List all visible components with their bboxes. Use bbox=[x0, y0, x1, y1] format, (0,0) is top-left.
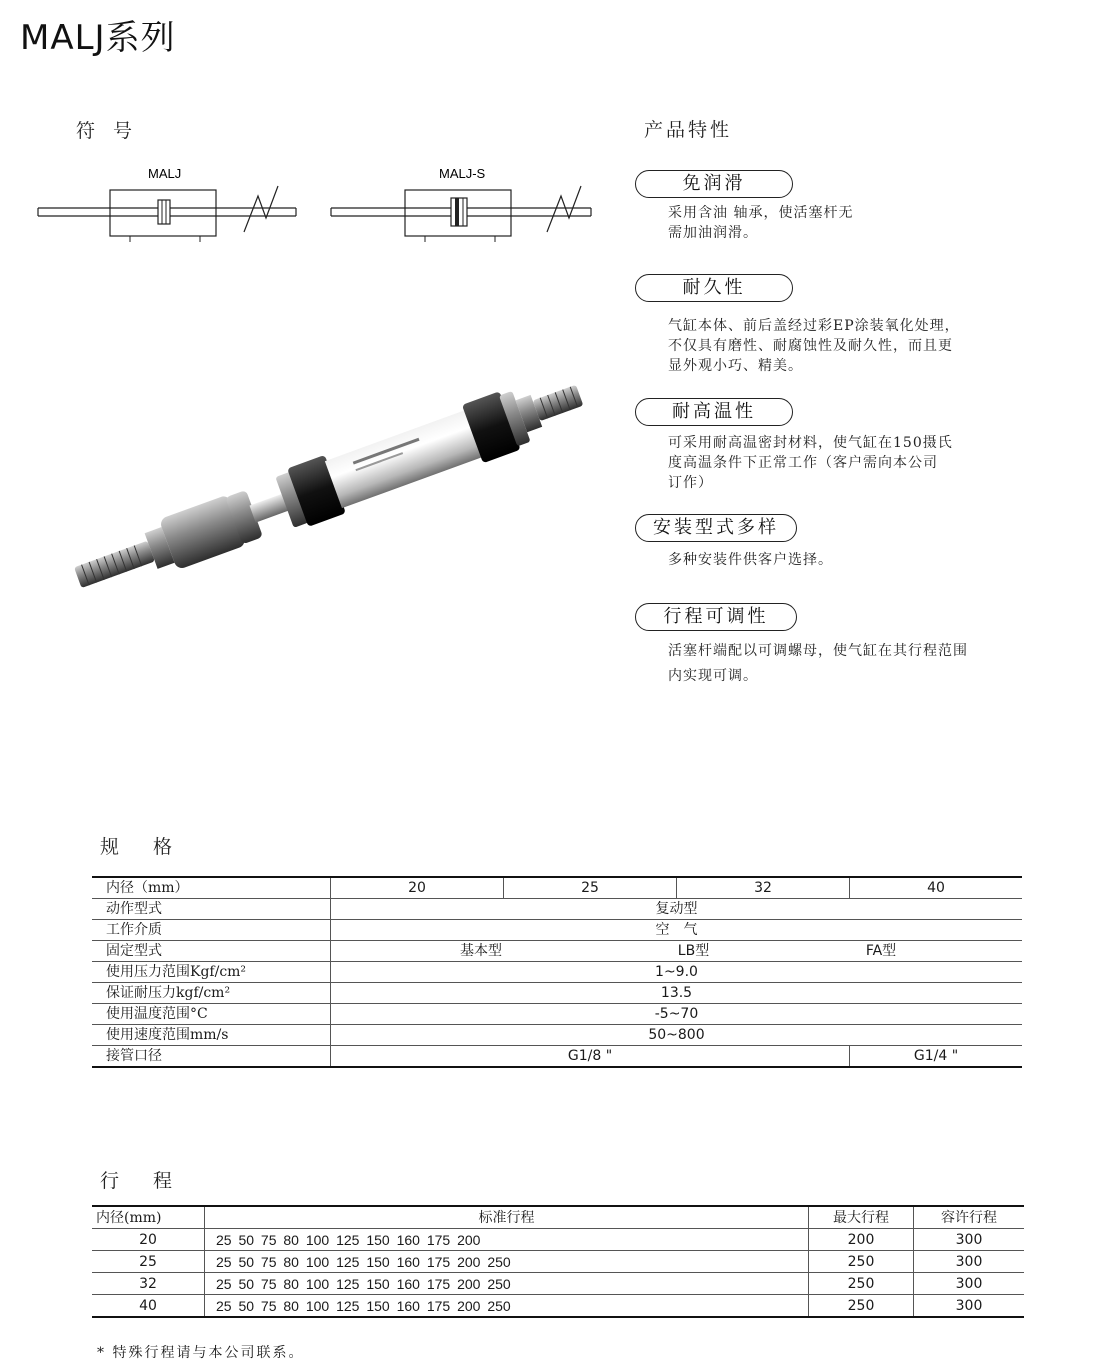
stroke-max: 200 bbox=[809, 1229, 914, 1251]
table-row bbox=[92, 1251, 1024, 1273]
stroke-allow: 300 bbox=[914, 1229, 1025, 1251]
spec-cell: 1~9.0 bbox=[331, 962, 1023, 983]
spec-row-mount bbox=[92, 941, 1022, 962]
feature-desc-lubrication-free: 采用含油 轴承，使活塞杆无 需加油润滑。 bbox=[668, 205, 854, 241]
stroke-allow: 300 bbox=[914, 1295, 1025, 1318]
spec-row-action bbox=[92, 899, 1022, 920]
stroke-allow: 300 bbox=[914, 1251, 1025, 1273]
stroke-section-label: 行 程 bbox=[100, 1170, 187, 1192]
stroke-max: 250 bbox=[809, 1251, 914, 1273]
feature-title-lubrication-free: 免润滑 bbox=[635, 170, 793, 198]
page-title: MALJ系列 bbox=[20, 18, 176, 58]
spec-row-port bbox=[92, 1046, 1022, 1068]
stroke-header-bore: 内径(mm) bbox=[92, 1206, 205, 1229]
spec-table bbox=[92, 876, 1022, 1068]
stroke-standard: 25 50 75 80 100 125 150 160 175 200 250 bbox=[205, 1273, 809, 1295]
mount-basic: 基本型 bbox=[460, 943, 502, 959]
feature-title-durability: 耐久性 bbox=[635, 274, 793, 302]
spec-label: 固定型式 bbox=[92, 941, 331, 962]
spec-label: 动作型式 bbox=[92, 899, 331, 920]
table-row bbox=[92, 1229, 1024, 1251]
spec-cell: 40 bbox=[850, 877, 1023, 899]
spec-cell: -5~70 bbox=[331, 1004, 1023, 1025]
feature-title-high-temperature: 耐高温性 bbox=[635, 398, 793, 426]
spec-cell: G1/4 " bbox=[850, 1046, 1023, 1068]
spec-cell: 13.5 bbox=[331, 983, 1023, 1004]
spec-row-bore bbox=[92, 877, 1022, 899]
spec-row-pressure bbox=[92, 962, 1022, 983]
mount-lb: LB型 bbox=[677, 943, 710, 959]
spec-cell: 20 bbox=[331, 877, 504, 899]
stroke-standard: 25 50 75 80 100 125 150 160 175 200 250 bbox=[205, 1295, 809, 1318]
symbol-malj-diagram bbox=[30, 160, 310, 250]
symbol-section-label: 符 号 bbox=[76, 120, 139, 142]
stroke-header-standard: 标准行程 bbox=[205, 1206, 809, 1229]
spec-label: 使用速度范围mm/s bbox=[92, 1025, 331, 1046]
symbol-malj-label: MALJ bbox=[148, 166, 182, 181]
cylinder-product-image bbox=[60, 375, 600, 600]
stroke-standard: 25 50 75 80 100 125 150 160 175 200 bbox=[205, 1229, 809, 1251]
spec-cell-mount bbox=[331, 941, 1023, 962]
spec-label: 使用温度范围°C bbox=[92, 1004, 331, 1025]
stroke-header-row bbox=[92, 1206, 1024, 1229]
spec-cell: 空 气 bbox=[331, 920, 1023, 941]
feature-desc-durability: 气缸本体、前后盖经过彩EP涂装氧化处理， 不仅具有磨性、耐腐蚀性及耐久性，而且更 显外观小巧、精美。 bbox=[668, 318, 960, 374]
stroke-allow: 300 bbox=[914, 1273, 1025, 1295]
table-row bbox=[92, 1273, 1024, 1295]
footnote: * 特殊行程请与本公司联系。 bbox=[97, 1345, 305, 1361]
mount-fa: FA型 bbox=[865, 943, 897, 959]
stroke-bore: 32 bbox=[92, 1273, 205, 1295]
spec-label: 保证耐压力kgf/cm² bbox=[92, 983, 331, 1004]
symbol-malj-s-label: MALJ-S bbox=[439, 166, 486, 181]
spec-row-speed bbox=[92, 1025, 1022, 1046]
feature-desc-mounting-types: 多种安装件供客户选择。 bbox=[668, 552, 833, 568]
spec-row-proof bbox=[92, 983, 1022, 1004]
spec-row-medium bbox=[92, 920, 1022, 941]
spec-cell: 25 bbox=[504, 877, 677, 899]
spec-cell: 复动型 bbox=[331, 899, 1023, 920]
stroke-bore: 20 bbox=[92, 1229, 205, 1251]
spec-cell: 32 bbox=[677, 877, 850, 899]
spec-cell: 50~800 bbox=[331, 1025, 1023, 1046]
stroke-bore: 25 bbox=[92, 1251, 205, 1273]
table-row bbox=[92, 1295, 1024, 1318]
feature-desc-high-temperature: 可采用耐高温密封材料，使气缸在150摄氏 度高温条件下正常工作（客户需向本公司 订作） bbox=[668, 435, 953, 491]
spec-label: 工作介质 bbox=[92, 920, 331, 941]
stroke-max: 250 bbox=[809, 1273, 914, 1295]
spec-cell: G1/8 " bbox=[331, 1046, 850, 1068]
spec-label: 内径（mm） bbox=[92, 877, 331, 899]
stroke-header-max: 最大行程 bbox=[809, 1206, 914, 1229]
spec-label: 接管口径 bbox=[92, 1046, 331, 1068]
spec-row-temp bbox=[92, 1004, 1022, 1025]
symbol-malj-s-diagram bbox=[325, 160, 605, 250]
feature-title-adjustable-stroke: 行程可调性 bbox=[635, 603, 797, 631]
stroke-table bbox=[92, 1205, 1024, 1318]
features-section-label: 产品特性 bbox=[644, 119, 733, 141]
stroke-max: 250 bbox=[809, 1295, 914, 1318]
stroke-standard: 25 50 75 80 100 125 150 160 175 200 250 bbox=[205, 1251, 809, 1273]
feature-title-mounting-types: 安装型式多样 bbox=[635, 514, 797, 542]
spec-section-label: 规 格 bbox=[100, 836, 187, 858]
stroke-header-allow: 容许行程 bbox=[914, 1206, 1025, 1229]
stroke-bore: 40 bbox=[92, 1295, 205, 1318]
spec-label: 使用压力范围Kgf/cm² bbox=[92, 962, 331, 983]
feature-desc-adjustable-stroke: 活塞杆端配以可调螺母，使气缸在其行程范围 内实现可调。 bbox=[668, 643, 968, 684]
